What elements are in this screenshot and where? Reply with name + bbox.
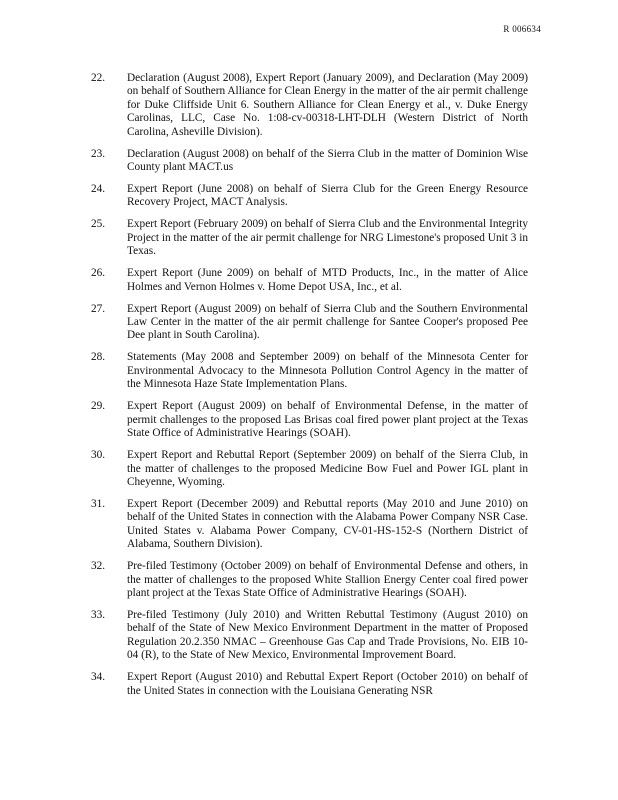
entry-number: 31. — [91, 497, 106, 510]
list-item — [91, 303, 528, 343]
list-item — [91, 148, 528, 175]
entry-text: Declaration (August 2008) on behalf of the Sierra Club in the matter of Dominion Wise County plant MACT.us — [127, 147, 528, 174]
entry-text: Expert Report (June 2008) on behalf of Sierra Club for the Green Energy Resource Recovery Project, MACT Analysis. — [127, 183, 528, 209]
entry-number: 29. — [91, 400, 106, 413]
entry-number: 25. — [91, 218, 106, 231]
entry-text: Expert Report (August 2009) on behalf of Sierra Club and the Southern Environmental Law Center in the matter of the air permit challenge for Santee Cooper's proposed Pee Dee plant in South Carolina). — [127, 302, 528, 342]
entry-number: 28. — [91, 351, 106, 364]
entry-number: 33. — [91, 608, 106, 621]
entry-text: Expert Report (August 2010) and Rebuttal Expert Report (October 2010) on behalf of the United States in connection with the Louisiana Generating NSR — [127, 671, 528, 697]
list-item — [91, 609, 528, 663]
list-item — [91, 218, 528, 258]
entry-text: Expert Report (December 2009) and Rebuttal reports (May 2010 and June 2010) on behalf of the United States in connection with the Alabama Power Company NSR Case. United States v. Alabama Power Company, CV-01-HS-152-S (Northern District of Alabama, Southern Division). — [127, 497, 528, 551]
entry-number: 34. — [91, 671, 106, 684]
entry-text: Pre-filed Testimony (October 2009) on behalf of Environmental Defense and others, in the matter of challenges to the proposed White Stallion Energy Center coal fired power plant project at the Texas State Office of Administrative Hearings (SOAH). — [127, 560, 528, 599]
list-item — [91, 72, 528, 139]
entry-text: Declaration (August 2008), Expert Report (January 2009), and Declaration (May 2009) on behalf of Southern Alliance for Clean Energy in the matter of the air permit challenge for Duke Cliffside Unit 6. Southern Alliance for Clean Energy et al., v. Duke Energy Carolinas, LLC, Case No. 1:08-cv-00318-LHT-DLH (Western District of North Carolina, Asheville Division). — [127, 72, 529, 138]
list-item — [91, 267, 528, 294]
entry-text: Expert Report (June 2009) on behalf of MTD Products, Inc., in the matter of Alice Holmes and Vernon Holmes v. Home Depot USA, Inc., et al. — [127, 267, 528, 293]
entry-list — [91, 72, 528, 707]
entry-number: 27. — [91, 302, 106, 315]
bates-number: R 006634 — [503, 24, 541, 34]
list-item — [91, 498, 528, 552]
entry-number: 32. — [91, 560, 106, 573]
entry-number: 22. — [91, 72, 106, 84]
list-item — [91, 183, 528, 210]
entry-number: 23. — [91, 147, 106, 160]
entry-number: 30. — [91, 449, 106, 462]
entry-text: Expert Report (August 2009) on behalf of Environmental Defense, in the matter of permit challenges to the proposed Las Brisas coal fired power plant project at the Texas State Office of Administrative Hearings (SOAH). — [127, 400, 528, 440]
entry-number: 26. — [91, 267, 106, 280]
entry-text: Pre-filed Testimony (July 2010) and Written Rebuttal Testimony (August 2010) on behalf of the State of New Mexico Environment Department in the matter of Proposed Regulation 20.2.350 NMAC – Greenhouse Gas Cap and Trade Provisions, No. EIB 10-04 (R), to the State of New Mexico, Environmental Improvement Board. — [127, 608, 528, 662]
entry-text: Expert Report (February 2009) on behalf of Sierra Club and the Environmental Integrity Project in the matter of the air permit challenge for NRG Limestone's proposed Unit 3 in Texas. — [127, 218, 528, 258]
entry-text: Expert Report and Rebuttal Report (September 2009) on behalf of the Sierra Club, in the matter of challenges to the proposed Medicine Bow Fuel and Power IGL plant in Cheyenne, Wyoming. — [127, 449, 528, 488]
list-item — [91, 671, 528, 698]
list-item — [91, 449, 528, 489]
list-item — [91, 400, 528, 440]
list-item — [91, 560, 528, 600]
list-item — [91, 351, 528, 391]
entry-number: 24. — [91, 183, 106, 196]
entry-text: Statements (May 2008 and September 2009) on behalf of the Minnesota Center for Environmental Advocacy to the Minnesota Pollution Control Agency in the matter of the Minnesota Haze State Implementation Plans. — [127, 351, 528, 391]
